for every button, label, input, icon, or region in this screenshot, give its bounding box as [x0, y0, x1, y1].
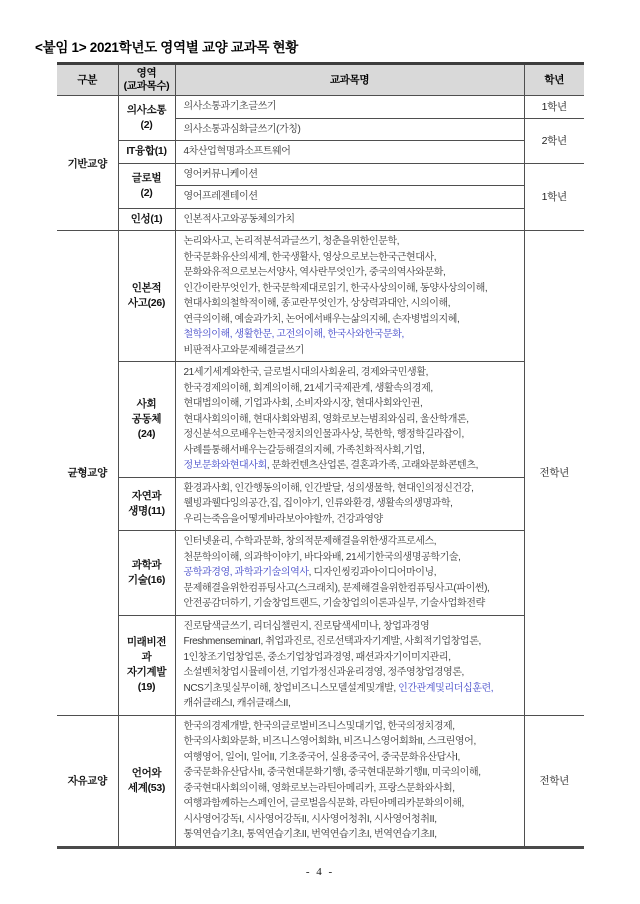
area-cell: 사회 공동체 (24) [118, 362, 175, 478]
course-line: 현대사회의이해, 현대사회와범죄, 영화로보는범죄와심리, 울산학개론, [183, 413, 469, 425]
courses-cell [175, 531, 524, 616]
grade-cell: 1학년 [524, 163, 584, 231]
area-cell: 과학과 기술(16) [118, 531, 175, 616]
course-line: 현대사회의철학적이해, 종교란무엇인가, 상상력과대안, 시의이해, [183, 298, 451, 309]
grade-cell: 1학년 [524, 96, 584, 119]
course-line: 중국현대사회의이해, 영화로보는라틴아메리카, 프랑스문화와사회, [183, 782, 455, 794]
column-header: 구분 [57, 64, 118, 96]
courses-cell [175, 231, 524, 362]
course-line: 진로탐색글쓰기, 리더십챌린지, 진로탐색세미나, 창업과경영 [183, 620, 430, 632]
table-row [57, 141, 584, 164]
course-line: 논리와사고, 논리적분석과글쓰기, 청춘을위한인문학, [183, 236, 400, 247]
table-row [57, 362, 584, 478]
courses-cell [175, 362, 524, 478]
grade-cell: 전학년 [524, 231, 584, 716]
header-row [57, 64, 584, 96]
course-line: 문화와유적으로보는서양사, 역사란무엇인가, 중국의역사와문화, [183, 267, 446, 278]
table-body [57, 96, 584, 848]
course-line: 소셜벤처창업시뮬레이션, 기업가정신과윤리경영, 정주영창업경영론, [183, 667, 464, 678]
course-line: 인터넷윤리, 수학과문화, 창의적문제해결을위한생각프로세스, [183, 536, 437, 547]
course-line: 인본적사고와공동체의가치 [183, 213, 295, 225]
area-cell: 글로벌 (2) [118, 163, 175, 208]
courses-cell [175, 186, 524, 209]
grade-cell: 전학년 [524, 715, 584, 847]
course-line: 의사소통과심화글쓰기(가칭) [183, 123, 301, 135]
course-line: 공학과경영, 과학과기술의역사, 디자인씽킹과아이디어마이닝, [183, 567, 437, 578]
table-row [57, 531, 584, 616]
table-row [57, 477, 584, 531]
table-row [57, 96, 584, 119]
area-cell: 인본적 사고(26) [118, 231, 175, 362]
course-line: 정보문화와현대사회, 문화컨텐츠산업론, 결혼과가족, 고래와문화콘텐츠, [183, 460, 478, 471]
course-line: 인간이란무엇인가, 한국문학제대로읽기, 한국사상의이해, 동양사상의이해, [183, 282, 488, 294]
course-line: FreshmenseminarI, 취업과진로, 진로선택과자기계발, 사회적기업창업론, [183, 636, 481, 647]
table-row [57, 615, 584, 715]
course-line: 캐쉬클래스I, 캐쉬클래스II, [183, 698, 291, 709]
group-cell: 자유교양 [57, 715, 118, 847]
course-line: 천문학의이해, 의과학이야기, 바다와배, 21세기한국의생명공학기술, [183, 551, 461, 563]
column-header: 학년 [524, 64, 584, 96]
area-cell: 인성(1) [118, 208, 175, 231]
group-cell: 기반교양 [57, 96, 118, 231]
courses-cell [175, 163, 524, 186]
course-line: 안전공감더하기, 기술창업트랜드, 기술창업의이론과실무, 기술사업화전략 [183, 598, 485, 609]
course-line: 철학의이해, 생활한문, 고전의이해, 한국사와한국문화, [183, 329, 404, 340]
course-line: 영어커뮤니케이션 [183, 168, 258, 180]
column-header: 교과목명 [175, 64, 524, 96]
course-line: 4차산업혁명과소프트웨어 [183, 146, 291, 157]
course-line: 영어프레젠테이션 [183, 191, 258, 202]
course-line: 현대법의이해, 기업과사회, 소비자와시장, 현대사회와인권, [183, 398, 423, 409]
table-row [57, 231, 584, 362]
course-line: 여행과함께하는스페인어, 글로벌음식문화, 라틴아메리카문화의이해, [183, 798, 464, 809]
course-line: 통역연습기초I, 통역연습기초II, 번역연습기초I, 번역연습기초II, [183, 829, 437, 840]
area-cell: IT융합(1) [118, 141, 175, 164]
course-line: NCS기초및실무이해, 창업비즈니스모델설계및개발, 인간관계및리더십훈련, [183, 682, 494, 694]
course-line: 여행영어, 일어I, 일어II, 기초중국어, 실용중국어, 중국문화유산답사I, [183, 751, 460, 763]
grade-cell: 2학년 [524, 118, 584, 163]
course-line: 연극의이해, 예술과가치, 논어에서배우는삶의지혜, 손자병법의지혜, [183, 313, 460, 325]
course-line: 정신분석으로배우는한국정치의인물과사상, 북한학, 행정학길라잡이, [183, 429, 464, 440]
page-number: - 4 - [305, 866, 335, 878]
group-cell: 균형교양 [57, 231, 118, 716]
courses-cell [175, 715, 524, 847]
courses-cell [175, 118, 524, 141]
course-line: 비판적사고와문제해결글쓰기 [183, 344, 304, 356]
course-line: 21세기세계와한국, 글로벌시대의사회윤리, 경제와국민생활, [183, 367, 428, 378]
course-table [57, 62, 584, 849]
course-line: 한국의경제개발, 한국의글로벌비즈니스및대기업, 한국의정치경제, [183, 720, 455, 732]
area-cell: 언어와 세계(53) [118, 715, 175, 847]
course-line: 의사소통과기초글쓰기 [183, 101, 277, 112]
course-line: 환경과사회, 인간행동의이해, 인간발달, 성의생물학, 현대인의정신건강, [183, 482, 474, 494]
course-line: 문제해결을위한컴퓨팅사고(스크래치), 문제해결을위한컴퓨팅사고(파이썬), [183, 582, 490, 594]
course-line: 한국문화유산의세계, 한국생활사, 영상으로보는한국근현대사, [183, 251, 437, 263]
courses-cell [175, 208, 524, 231]
area-cell: 의사소통 (2) [118, 96, 175, 141]
course-line: 중국문화유산답사II, 중국현대문화기행I, 중국현대문화기행II, 미국의이해, [183, 767, 481, 778]
courses-cell [175, 141, 524, 164]
page-title: <붙임 1> 2021학년도 영역별 교양 교과목 현황 [35, 40, 299, 55]
course-line: 한국의사회와문화, 비즈니스영어회화I, 비즈니스영어회화II, 스크린영어, [183, 736, 476, 747]
course-line: 한국경제의이해, 회계의이해, 21세기국제관계, 생활속의경제, [183, 382, 433, 394]
table-row [57, 208, 584, 231]
course-line: 우리는죽음을어떻게바라보아야할까, 건강과영양 [183, 513, 383, 525]
course-line: 웰빙과웰다잉의공간,집, 집이야기, 인류와환경, 생활속의생명과학, [183, 498, 453, 509]
table-row [57, 715, 584, 847]
table-row [57, 163, 584, 186]
courses-cell [175, 477, 524, 531]
area-cell: 자연과 생명(11) [118, 477, 175, 531]
course-line: 시사영어강독I, 시사영어강독II, 시사영어청취I, 시사영어청취II, [183, 813, 437, 825]
column-header: 영역 (교과목수) [118, 64, 175, 96]
courses-cell [175, 96, 524, 119]
courses-cell [175, 615, 524, 715]
course-line: 1인창조기업창업론, 중소기업창업과경영, 패션과자기이미지관리, [183, 651, 451, 663]
table-header [57, 64, 584, 96]
course-line: 사례를통해서배우는갈등해결의지혜, 가족친화적사회,기업, [183, 444, 425, 456]
area-cell: 미래비전 과 자기계발 (19) [118, 615, 175, 715]
